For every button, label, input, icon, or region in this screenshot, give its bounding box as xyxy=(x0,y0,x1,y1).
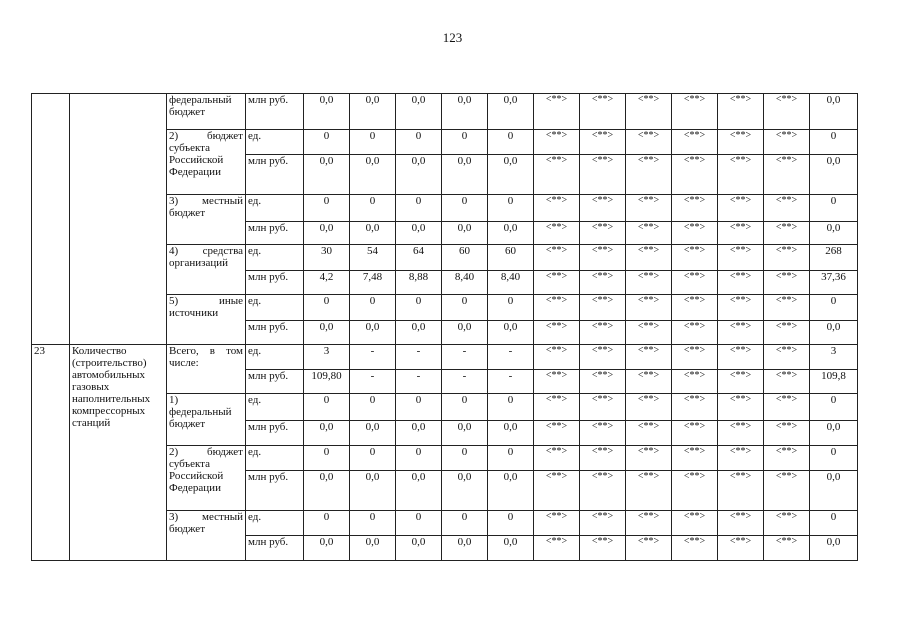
page-number: 123 xyxy=(442,30,463,45)
value-cell: 0,0 xyxy=(304,471,350,511)
value-cell: 0 xyxy=(304,295,350,321)
value-cell: 0,0 xyxy=(442,471,488,511)
placeholder-mark-cell: <**> xyxy=(626,370,672,394)
budget-table-body xyxy=(32,94,858,561)
placeholder-mark-cell: <**> xyxy=(672,345,718,370)
value-cell: 0 xyxy=(304,130,350,155)
placeholder-mark-cell: <**> xyxy=(764,245,810,271)
value-cell: - xyxy=(350,345,396,370)
funding-source-cell: 3) местный бюджет xyxy=(167,195,246,245)
value-cell: 0,0 xyxy=(350,471,396,511)
total-cell: 0 xyxy=(810,130,858,155)
value-cell: - xyxy=(442,370,488,394)
value-cell: 0 xyxy=(442,195,488,222)
placeholder-mark-cell: <**> xyxy=(580,195,626,222)
placeholder-mark-cell: <**> xyxy=(534,421,580,446)
unit-cell: млн руб. xyxy=(246,471,304,511)
placeholder-mark-cell: <**> xyxy=(718,446,764,471)
placeholder-mark-cell: <**> xyxy=(672,195,718,222)
value-cell: 0 xyxy=(442,511,488,536)
placeholder-mark-cell: <**> xyxy=(672,536,718,561)
unit-cell: ед. xyxy=(246,345,304,370)
unit-cell: млн руб. xyxy=(246,94,304,130)
item-number-cell xyxy=(32,94,70,345)
placeholder-mark-cell: <**> xyxy=(672,511,718,536)
value-cell: 0,0 xyxy=(442,421,488,446)
value-cell: 0,0 xyxy=(304,321,350,345)
placeholder-mark-cell: <**> xyxy=(672,394,718,421)
placeholder-mark-cell: <**> xyxy=(764,94,810,130)
value-cell: 0 xyxy=(488,446,534,471)
unit-cell: ед. xyxy=(246,511,304,536)
placeholder-mark-cell: <**> xyxy=(626,536,672,561)
value-cell: - xyxy=(488,370,534,394)
value-cell: - xyxy=(350,370,396,394)
placeholder-mark-cell: <**> xyxy=(718,222,764,245)
value-cell: 0 xyxy=(442,446,488,471)
placeholder-mark-cell: <**> xyxy=(626,195,672,222)
placeholder-mark-cell: <**> xyxy=(718,511,764,536)
value-cell: 0 xyxy=(350,511,396,536)
placeholder-mark-cell: <**> xyxy=(718,271,764,295)
placeholder-mark-cell: <**> xyxy=(718,295,764,321)
placeholder-mark-cell: <**> xyxy=(764,130,810,155)
value-cell: 0,0 xyxy=(488,94,534,130)
placeholder-mark-cell: <**> xyxy=(718,394,764,421)
value-cell: 0,0 xyxy=(350,321,396,345)
value-cell: 30 xyxy=(304,245,350,271)
value-cell: 0,0 xyxy=(488,471,534,511)
value-cell: 0,0 xyxy=(488,222,534,245)
funding-source-cell: 1) федеральный бюджет xyxy=(167,394,246,446)
placeholder-mark-cell: <**> xyxy=(580,471,626,511)
value-cell: 60 xyxy=(442,245,488,271)
value-cell: 64 xyxy=(396,245,442,271)
table-row xyxy=(32,345,858,370)
value-cell: 0 xyxy=(304,195,350,222)
placeholder-mark-cell: <**> xyxy=(580,245,626,271)
placeholder-mark-cell: <**> xyxy=(672,321,718,345)
value-cell: 7,48 xyxy=(350,271,396,295)
item-number-cell: 23 xyxy=(32,345,70,561)
value-cell: 0 xyxy=(488,130,534,155)
indicator-name-cell: Количество (строительство) автомобильных газовых наполнительных компрессорных станций xyxy=(70,345,167,561)
unit-cell: млн руб. xyxy=(246,271,304,295)
placeholder-mark-cell: <**> xyxy=(718,421,764,446)
placeholder-mark-cell: <**> xyxy=(764,536,810,561)
placeholder-mark-cell: <**> xyxy=(534,271,580,295)
value-cell: 0 xyxy=(396,130,442,155)
funding-source-cell: Всего, в том числе: xyxy=(167,345,246,394)
value-cell: 8,40 xyxy=(442,271,488,295)
value-cell: 0 xyxy=(442,394,488,421)
value-cell: 0 xyxy=(396,394,442,421)
value-cell: 0 xyxy=(350,130,396,155)
placeholder-mark-cell: <**> xyxy=(534,394,580,421)
placeholder-mark-cell: <**> xyxy=(534,295,580,321)
placeholder-mark-cell: <**> xyxy=(718,345,764,370)
placeholder-mark-cell: <**> xyxy=(672,155,718,195)
placeholder-mark-cell: <**> xyxy=(672,130,718,155)
value-cell: 0,0 xyxy=(396,94,442,130)
value-cell: 0 xyxy=(396,511,442,536)
total-cell: 0,0 xyxy=(810,421,858,446)
value-cell: 0,0 xyxy=(304,155,350,195)
unit-cell: млн руб. xyxy=(246,421,304,446)
placeholder-mark-cell: <**> xyxy=(626,295,672,321)
placeholder-mark-cell: <**> xyxy=(580,394,626,421)
placeholder-mark-cell: <**> xyxy=(580,446,626,471)
value-cell: 0,0 xyxy=(304,421,350,446)
placeholder-mark-cell: <**> xyxy=(764,295,810,321)
placeholder-mark-cell: <**> xyxy=(672,295,718,321)
value-cell: 0,0 xyxy=(396,321,442,345)
value-cell: 3 xyxy=(304,345,350,370)
placeholder-mark-cell: <**> xyxy=(534,130,580,155)
placeholder-mark-cell: <**> xyxy=(534,94,580,130)
placeholder-mark-cell: <**> xyxy=(764,155,810,195)
placeholder-mark-cell: <**> xyxy=(580,536,626,561)
total-cell: 0,0 xyxy=(810,222,858,245)
table-row xyxy=(32,94,858,130)
funding-source-cell: 3) местный бюджет xyxy=(167,511,246,561)
value-cell: 0,0 xyxy=(350,536,396,561)
placeholder-mark-cell: <**> xyxy=(534,222,580,245)
value-cell: 54 xyxy=(350,245,396,271)
total-cell: 3 xyxy=(810,345,858,370)
value-cell: 0,0 xyxy=(396,222,442,245)
placeholder-mark-cell: <**> xyxy=(764,394,810,421)
value-cell: - xyxy=(396,370,442,394)
placeholder-mark-cell: <**> xyxy=(580,511,626,536)
placeholder-mark-cell: <**> xyxy=(580,222,626,245)
value-cell: 0,0 xyxy=(350,421,396,446)
value-cell: 0 xyxy=(488,394,534,421)
value-cell: 0 xyxy=(304,511,350,536)
funding-source-cell: 4) средства организаций xyxy=(167,245,246,295)
unit-cell: ед. xyxy=(246,295,304,321)
total-cell: 0,0 xyxy=(810,321,858,345)
value-cell: 0 xyxy=(442,130,488,155)
value-cell: 0 xyxy=(350,295,396,321)
placeholder-mark-cell: <**> xyxy=(718,245,764,271)
placeholder-mark-cell: <**> xyxy=(626,421,672,446)
placeholder-mark-cell: <**> xyxy=(718,130,764,155)
funding-source-cell: федеральный бюджет xyxy=(167,94,246,130)
total-cell: 0 xyxy=(810,446,858,471)
value-cell: 0,0 xyxy=(442,321,488,345)
placeholder-mark-cell: <**> xyxy=(626,94,672,130)
indicator-name-cell xyxy=(70,94,167,345)
funding-source-cell: 2) бюджет субъекта Российской Федерации xyxy=(167,446,246,511)
placeholder-mark-cell: <**> xyxy=(626,245,672,271)
placeholder-mark-cell: <**> xyxy=(580,94,626,130)
value-cell: 0 xyxy=(304,394,350,421)
funding-source-cell: 5) иные источники xyxy=(167,295,246,345)
value-cell: 0,0 xyxy=(488,321,534,345)
value-cell: 0,0 xyxy=(442,222,488,245)
placeholder-mark-cell: <**> xyxy=(534,370,580,394)
total-cell: 0,0 xyxy=(810,471,858,511)
placeholder-mark-cell: <**> xyxy=(672,245,718,271)
unit-cell: ед. xyxy=(246,245,304,271)
value-cell: 0,0 xyxy=(442,536,488,561)
value-cell: 0,0 xyxy=(488,155,534,195)
unit-cell: млн руб. xyxy=(246,370,304,394)
placeholder-mark-cell: <**> xyxy=(672,222,718,245)
placeholder-mark-cell: <**> xyxy=(764,271,810,295)
unit-cell: ед. xyxy=(246,446,304,471)
placeholder-mark-cell: <**> xyxy=(718,195,764,222)
unit-cell: млн руб. xyxy=(246,155,304,195)
unit-cell: млн руб. xyxy=(246,536,304,561)
placeholder-mark-cell: <**> xyxy=(626,345,672,370)
total-cell: 0,0 xyxy=(810,94,858,130)
placeholder-mark-cell: <**> xyxy=(580,155,626,195)
value-cell: - xyxy=(488,345,534,370)
total-cell: 0,0 xyxy=(810,155,858,195)
placeholder-mark-cell: <**> xyxy=(626,471,672,511)
value-cell: 0 xyxy=(304,446,350,471)
placeholder-mark-cell: <**> xyxy=(672,471,718,511)
placeholder-mark-cell: <**> xyxy=(626,511,672,536)
placeholder-mark-cell: <**> xyxy=(764,471,810,511)
value-cell: 0 xyxy=(396,295,442,321)
placeholder-mark-cell: <**> xyxy=(534,321,580,345)
placeholder-mark-cell: <**> xyxy=(580,345,626,370)
placeholder-mark-cell: <**> xyxy=(626,271,672,295)
placeholder-mark-cell: <**> xyxy=(580,321,626,345)
value-cell: 0,0 xyxy=(350,222,396,245)
value-cell: 0 xyxy=(350,446,396,471)
value-cell: 8,40 xyxy=(488,271,534,295)
total-cell: 0 xyxy=(810,394,858,421)
placeholder-mark-cell: <**> xyxy=(718,536,764,561)
value-cell: 0,0 xyxy=(396,155,442,195)
value-cell: 0 xyxy=(396,446,442,471)
total-cell: 0 xyxy=(810,511,858,536)
value-cell: 4,2 xyxy=(304,271,350,295)
value-cell: 0,0 xyxy=(442,155,488,195)
placeholder-mark-cell: <**> xyxy=(626,155,672,195)
value-cell: 8,88 xyxy=(396,271,442,295)
placeholder-mark-cell: <**> xyxy=(580,421,626,446)
value-cell: 0,0 xyxy=(304,536,350,561)
funding-source-cell: 2) бюджет субъекта Российской Федерации xyxy=(167,130,246,195)
placeholder-mark-cell: <**> xyxy=(534,511,580,536)
value-cell: 0,0 xyxy=(488,536,534,561)
placeholder-mark-cell: <**> xyxy=(672,271,718,295)
value-cell: 0 xyxy=(350,195,396,222)
total-cell: 0 xyxy=(810,295,858,321)
placeholder-mark-cell: <**> xyxy=(580,295,626,321)
placeholder-mark-cell: <**> xyxy=(718,370,764,394)
value-cell: 0 xyxy=(396,195,442,222)
placeholder-mark-cell: <**> xyxy=(626,222,672,245)
placeholder-mark-cell: <**> xyxy=(626,394,672,421)
value-cell: 0,0 xyxy=(396,471,442,511)
value-cell: 0,0 xyxy=(488,421,534,446)
placeholder-mark-cell: <**> xyxy=(764,511,810,536)
placeholder-mark-cell: <**> xyxy=(534,471,580,511)
total-cell: 268 xyxy=(810,245,858,271)
unit-cell: ед. xyxy=(246,195,304,222)
unit-cell: ед. xyxy=(246,130,304,155)
placeholder-mark-cell: <**> xyxy=(534,345,580,370)
value-cell: 0,0 xyxy=(350,155,396,195)
budget-table xyxy=(31,93,858,561)
placeholder-mark-cell: <**> xyxy=(764,421,810,446)
unit-cell: млн руб. xyxy=(246,222,304,245)
placeholder-mark-cell: <**> xyxy=(672,370,718,394)
value-cell: - xyxy=(396,345,442,370)
placeholder-mark-cell: <**> xyxy=(764,195,810,222)
value-cell: 0 xyxy=(350,394,396,421)
placeholder-mark-cell: <**> xyxy=(672,421,718,446)
placeholder-mark-cell: <**> xyxy=(626,446,672,471)
value-cell: 0,0 xyxy=(442,94,488,130)
value-cell: 0 xyxy=(488,295,534,321)
total-cell: 109,8 xyxy=(810,370,858,394)
placeholder-mark-cell: <**> xyxy=(580,130,626,155)
placeholder-mark-cell: <**> xyxy=(764,345,810,370)
value-cell: 0,0 xyxy=(350,94,396,130)
placeholder-mark-cell: <**> xyxy=(580,271,626,295)
placeholder-mark-cell: <**> xyxy=(580,370,626,394)
placeholder-mark-cell: <**> xyxy=(764,321,810,345)
placeholder-mark-cell: <**> xyxy=(718,94,764,130)
placeholder-mark-cell: <**> xyxy=(534,446,580,471)
placeholder-mark-cell: <**> xyxy=(718,471,764,511)
placeholder-mark-cell: <**> xyxy=(672,446,718,471)
placeholder-mark-cell: <**> xyxy=(626,130,672,155)
total-cell: 37,36 xyxy=(810,271,858,295)
value-cell: 0 xyxy=(488,195,534,222)
value-cell: 0,0 xyxy=(304,222,350,245)
placeholder-mark-cell: <**> xyxy=(764,370,810,394)
value-cell: - xyxy=(442,345,488,370)
placeholder-mark-cell: <**> xyxy=(764,222,810,245)
value-cell: 0,0 xyxy=(304,94,350,130)
placeholder-mark-cell: <**> xyxy=(534,155,580,195)
placeholder-mark-cell: <**> xyxy=(764,446,810,471)
value-cell: 0,0 xyxy=(396,421,442,446)
value-cell: 109,80 xyxy=(304,370,350,394)
placeholder-mark-cell: <**> xyxy=(534,195,580,222)
total-cell: 0 xyxy=(810,195,858,222)
placeholder-mark-cell: <**> xyxy=(718,321,764,345)
value-cell: 0 xyxy=(442,295,488,321)
placeholder-mark-cell: <**> xyxy=(672,94,718,130)
placeholder-mark-cell: <**> xyxy=(534,245,580,271)
unit-cell: ед. xyxy=(246,394,304,421)
value-cell: 60 xyxy=(488,245,534,271)
value-cell: 0,0 xyxy=(396,536,442,561)
total-cell: 0,0 xyxy=(810,536,858,561)
unit-cell: млн руб. xyxy=(246,321,304,345)
value-cell: 0 xyxy=(488,511,534,536)
placeholder-mark-cell: <**> xyxy=(626,321,672,345)
placeholder-mark-cell: <**> xyxy=(718,155,764,195)
placeholder-mark-cell: <**> xyxy=(534,536,580,561)
